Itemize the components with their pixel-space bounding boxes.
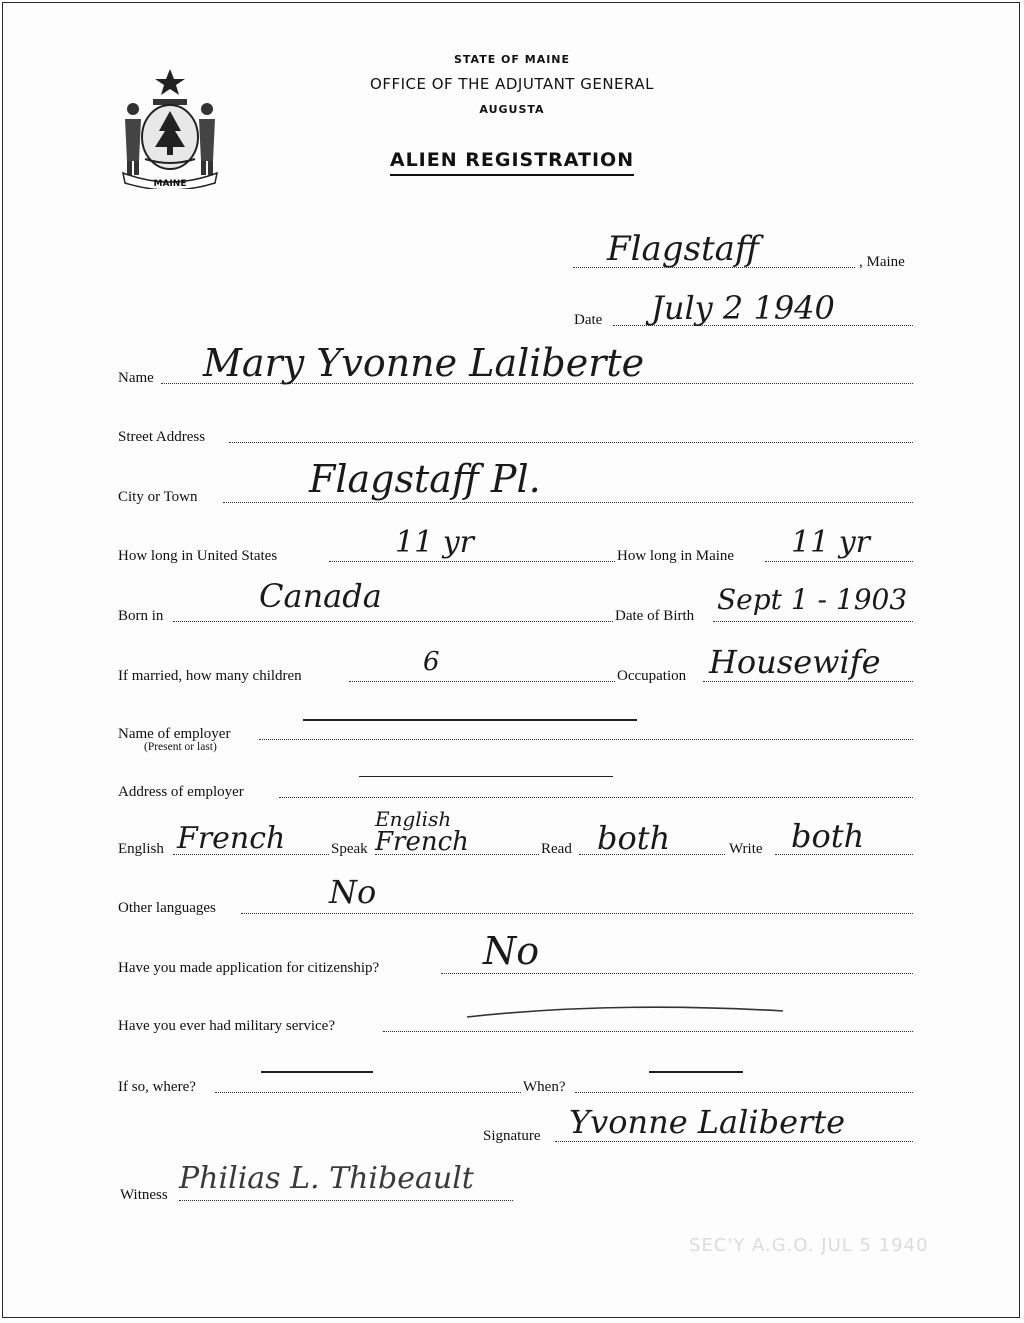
long-maine-line [765, 561, 913, 562]
occupation-value: Housewife [709, 643, 881, 681]
city-label: City or Town [118, 489, 198, 505]
when-label: When? [523, 1079, 566, 1095]
received-stamp: SEC'Y A.G.O. JUL 5 1940 [689, 1235, 929, 1256]
date-value: July 2 1940 [651, 289, 835, 327]
signature-value: Yvonne Laliberte [569, 1103, 846, 1141]
maine-label: , Maine [859, 254, 905, 270]
header-office: OFFICE OF THE ADJUTANT GENERAL [370, 75, 654, 93]
married-line [349, 681, 615, 682]
write-value: both [791, 817, 865, 855]
married-label: If married, how many children [118, 668, 302, 684]
born-value: Canada [259, 577, 382, 615]
dob-label: Date of Birth [615, 608, 695, 624]
citizenship-line [441, 973, 913, 974]
born-label: Born in [118, 608, 164, 624]
dob-line [713, 621, 913, 622]
when-dash [649, 1071, 743, 1073]
long-maine-label: How long in Maine [617, 548, 735, 564]
header-state: STATE OF MAINE [453, 53, 571, 66]
long-us-value: 11 yr [395, 525, 474, 560]
english-value: French [177, 821, 286, 856]
long-us-line [329, 561, 615, 562]
where-label: If so, where? [118, 1079, 196, 1095]
speak-value-top: English [375, 807, 452, 831]
occupation-label: Occupation [617, 668, 687, 684]
header-city: AUGUSTA [479, 103, 545, 116]
date-label: Date [574, 312, 603, 328]
name-value: Mary Yvonne Laliberte [203, 341, 645, 385]
place-value: Flagstaff [607, 229, 759, 269]
speak-label: Speak [331, 841, 368, 857]
employer-dash [303, 719, 637, 721]
city-line [223, 502, 913, 503]
employer-addr-dash [359, 776, 613, 777]
write-label: Write [729, 841, 763, 857]
when-line [575, 1092, 913, 1093]
long-maine-value: 11 yr [791, 525, 870, 560]
employer-addr-line [279, 797, 913, 798]
long-us-label: How long in United States [118, 548, 278, 564]
form-title: ALIEN REGISTRATION [3, 149, 1020, 171]
where-dash [261, 1071, 373, 1073]
children-value: 6 [423, 647, 440, 677]
speak-value: French [375, 827, 469, 857]
seal-text: MAINE [153, 179, 187, 189]
citizenship-label: Have you made application for citizenship? [118, 960, 380, 976]
other-lang-label: Other languages [118, 900, 216, 916]
citizenship-value: No [483, 929, 540, 973]
city-value: Flagstaff Pl. [309, 457, 541, 501]
witness-line [179, 1200, 513, 1201]
employer-label: Name of employer [118, 726, 231, 742]
signature-line [555, 1141, 913, 1142]
street-label: Street Address [118, 429, 206, 445]
military-line [383, 1031, 913, 1032]
military-label: Have you ever had military service? [118, 1018, 335, 1034]
witness-label: Witness [120, 1187, 168, 1203]
born-line [173, 621, 613, 622]
read-value: both [597, 819, 671, 857]
dob-value: Sept 1 - 1903 [717, 583, 908, 616]
name-label: Name [118, 370, 154, 386]
other-lang-line [241, 913, 913, 914]
military-dash [463, 999, 793, 1023]
employer-sublabel: (Present or last) [144, 741, 217, 753]
where-line [215, 1092, 521, 1093]
street-line [229, 442, 913, 443]
other-lang-value: No [329, 873, 377, 911]
signature-label: Signature [483, 1128, 541, 1144]
witness-value: Philias L. Thibeault [179, 1161, 474, 1196]
employer-addr-label: Address of employer [118, 784, 244, 800]
registration-form [2, 2, 1020, 1318]
read-label: Read [541, 841, 572, 857]
english-label: English [118, 841, 164, 857]
employer-line [259, 739, 913, 740]
occupation-line [703, 681, 913, 682]
